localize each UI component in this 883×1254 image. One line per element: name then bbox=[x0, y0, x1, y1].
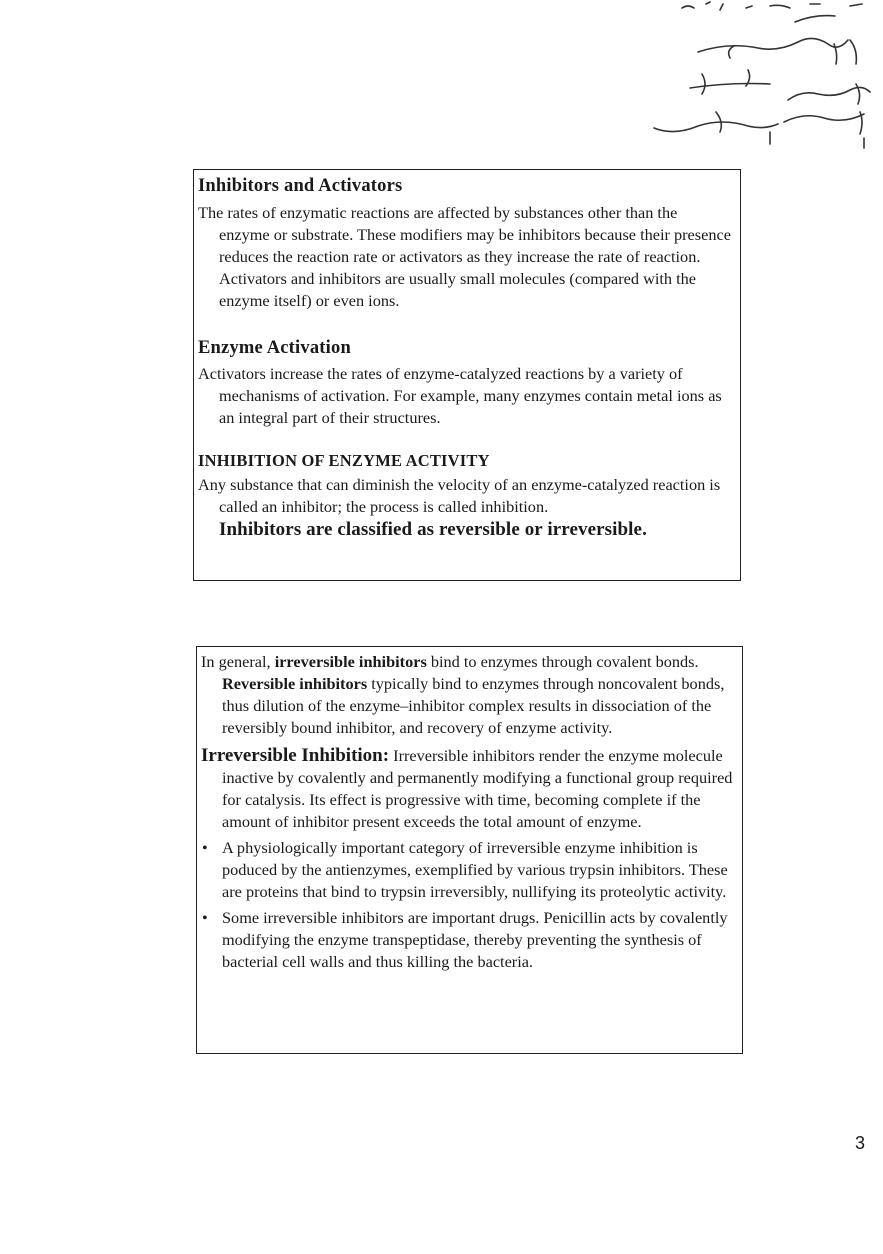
paragraph-general-inhibitors bbox=[201, 651, 734, 739]
handwritten-arabic-note bbox=[620, 0, 883, 160]
slide-box-inhibitors-activators bbox=[193, 169, 741, 581]
inhibitor-classification-note: Inhibitors are classified as reversible or irreversible. bbox=[219, 519, 647, 540]
page-number: 3 bbox=[855, 1133, 866, 1153]
list-item bbox=[201, 837, 734, 903]
bullet-text-antienzymes: A physiologically important category of irreversible enzyme inhibition is poduced by the antienzymes, exemplified by various trypsin inhibitors. These are proteins that bind to trypsin irreversibly, nullifying its proteolytic activity. bbox=[222, 838, 728, 901]
bullet-text-penicillin: Some irreversible inhibitors are important drugs. Penicillin acts by covalently modifying the enzyme transpeptidase, thereby preventing the synthesis of bacterial cell walls and thus killing the bacteria. bbox=[222, 908, 728, 971]
heading-inhibition-enzyme-activity: INHIBITION OF ENZYME ACTIVITY bbox=[198, 451, 490, 470]
paragraph-enzyme-activation: Activators increase the rates of enzyme-catalyzed reactions by a variety of mechanisms of activation. For example, many enzymes contain metal ions as an integral part of their structures. bbox=[198, 364, 722, 427]
bullet-icon: • bbox=[202, 838, 208, 857]
bullet-list bbox=[201, 837, 734, 973]
heading-inhibitors-activators: Inhibitors and Activators bbox=[198, 176, 403, 196]
heading-irreversible-inhibition: Irreversible Inhibition: bbox=[201, 745, 390, 766]
bullet-icon: • bbox=[202, 908, 208, 927]
handwriting-scribble bbox=[620, 0, 883, 160]
paragraph-inhibition-definition: Any substance that can diminish the velocity of an enzyme-catalyzed reaction is called an inhibitor; the process is called inhibition. bbox=[198, 475, 721, 516]
irreversible-inhibitors-term: irreversible inhibitors bbox=[274, 652, 427, 671]
intro-text-1: In general, bbox=[201, 652, 275, 671]
paragraph-inhibitors-activators: The rates of enzymatic reactions are affected by substances other than the enzyme or substrate. These modifiers may be inhibitors because their presence reduces the reaction rate or activators as they increase the rate of reaction. Activators and inhibitors are usually small molecules (compared with the enzyme itself) or even ions. bbox=[198, 203, 731, 310]
slide-box-irreversible-inhibition bbox=[196, 646, 743, 1054]
irreversible-inhibition-text: Irreversible inhibitors render the enzyme molecule inactive by covalently and permanently modifying a functional group required for catalysis. Its effect is progressive with time, becoming complete if the amount of inhibitor present exceeds the total amount of enzyme. bbox=[222, 746, 733, 831]
list-item bbox=[201, 907, 734, 973]
paragraph-irreversible-inhibition bbox=[201, 745, 734, 833]
heading-enzyme-activation: Enzyme Activation bbox=[198, 338, 351, 358]
reversible-inhibitors-term: Reversible inhibitors bbox=[222, 674, 368, 693]
intro-text-3: typically bind to enzymes through noncovalent bonds, thus dilution of the enzyme–inhibitor complex results in dissociation of the reversibly bound inhibitor, and recovery of enzyme activity. bbox=[222, 674, 725, 737]
intro-text-2: bind to enzymes through covalent bonds. bbox=[426, 652, 699, 671]
